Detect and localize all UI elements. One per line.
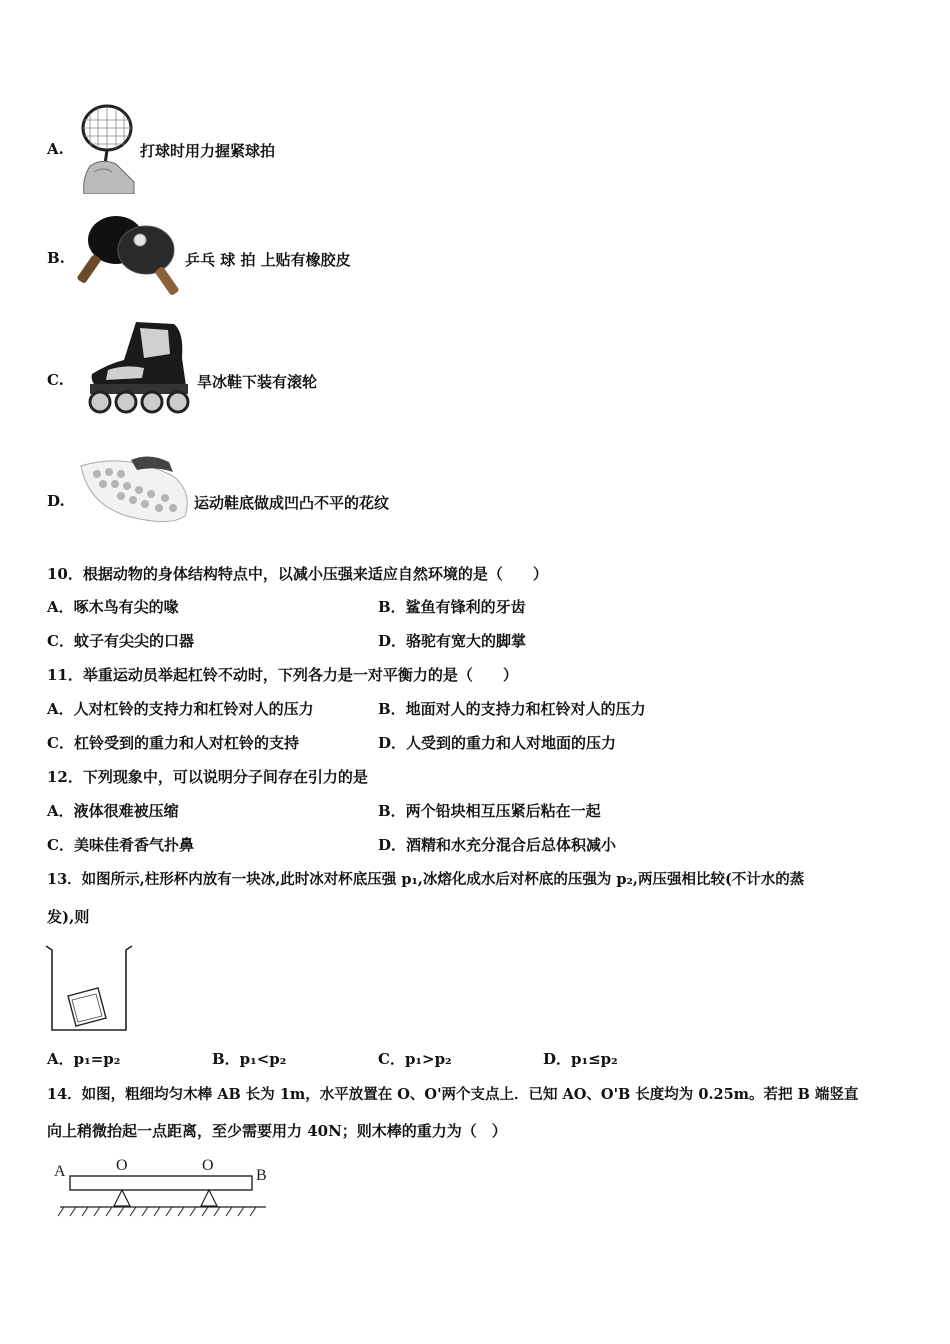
lever-figure [52, 1152, 272, 1222]
option-a: A．啄木鸟有尖的喙 [47, 598, 179, 616]
option-d: D．骆驼有宽大的脚掌 [378, 632, 527, 650]
question-stem: 12．下列现象中，可以说明分子间存在引力的是 [47, 768, 368, 786]
option-a: A．p₁=p₂ [47, 1050, 121, 1068]
question-stem: 11．举重运动员举起杠铃不动时，下列各力是一对平衡力的是（ ） [47, 666, 518, 684]
option-a: A．人对杠铃的支持力和杠铃对人的压力 [47, 700, 314, 718]
support-o-prime [201, 1190, 217, 1206]
question-stem-line1: 13．如图所示,柱形杯内放有一块冰,此时冰对杯底压强 p₁,冰熔化成水后对杯底的压强为 p₂,两压强相比较(不计水的蒸 [47, 871, 805, 888]
option-b: B．地面对人的支持力和杠铃对人的压力 [378, 700, 646, 718]
question-stem-line1: 14．如图，粗细均匀木棒 AB 长为 1m，水平放置在 O、O'两个支点上．已知 AO、O'B 长度均为 0.25m。若把 B 端竖直 [47, 1086, 859, 1103]
option-c: C．杠铃受到的重力和人对杠铃的支持 [47, 734, 299, 752]
option-b: B．鲨鱼有锋利的牙齿 [378, 598, 526, 616]
question-stem-line2: 发),则 [47, 908, 90, 926]
option-letter: D. [47, 492, 65, 510]
option-a: A．液体很难被压缩 [47, 802, 179, 820]
option-c: C．美味佳肴香气扑鼻 [47, 836, 194, 854]
roller-skate-image [78, 318, 190, 414]
support-o [114, 1190, 130, 1206]
label-b: B [256, 1167, 267, 1184]
option-d: D．酒精和水充分混合后总体积减小 [378, 836, 617, 854]
option-letter: A. [47, 140, 64, 158]
label-a: A [54, 1163, 66, 1180]
question-stem-line2: 向上稍微抬起一点距离，至少需要用力 40N；则木棒的重力为（ ） [47, 1122, 507, 1140]
option-c: C．蚊子有尖尖的口器 [47, 632, 194, 650]
question-stem: 10．根据动物的身体结构特点中，以减小压强来适应自然环境的是（ ） [47, 565, 548, 583]
option-d: D．人受到的重力和人对地面的压力 [378, 734, 617, 752]
option-d: D．p₁≤p₂ [543, 1050, 618, 1068]
option-b: B．两个铅块相互压紧后粘在一起 [378, 802, 601, 820]
option-text: 运动鞋底做成凹凸不平的花纹 [194, 494, 390, 512]
option-b: B．p₁<p₂ [212, 1050, 287, 1068]
ping-pong-paddles-image [76, 210, 184, 296]
option-c: C．p₁>p₂ [378, 1050, 452, 1068]
option-letter: B. [47, 249, 65, 267]
option-text: 旱冰鞋下装有滚轮 [197, 373, 318, 391]
sneaker-sole-image [75, 452, 193, 528]
option-text: 打球时用力握紧球拍 [140, 142, 276, 160]
option-text: 乒乓 球 拍 上贴有橡胶皮 [185, 251, 351, 269]
wooden-rod [70, 1176, 252, 1190]
option-letter: C. [47, 371, 64, 389]
cup-with-ice-figure [44, 944, 134, 1036]
label-o2: O [202, 1157, 214, 1174]
label-o1: O [116, 1157, 128, 1174]
tennis-racket-image [72, 102, 142, 194]
